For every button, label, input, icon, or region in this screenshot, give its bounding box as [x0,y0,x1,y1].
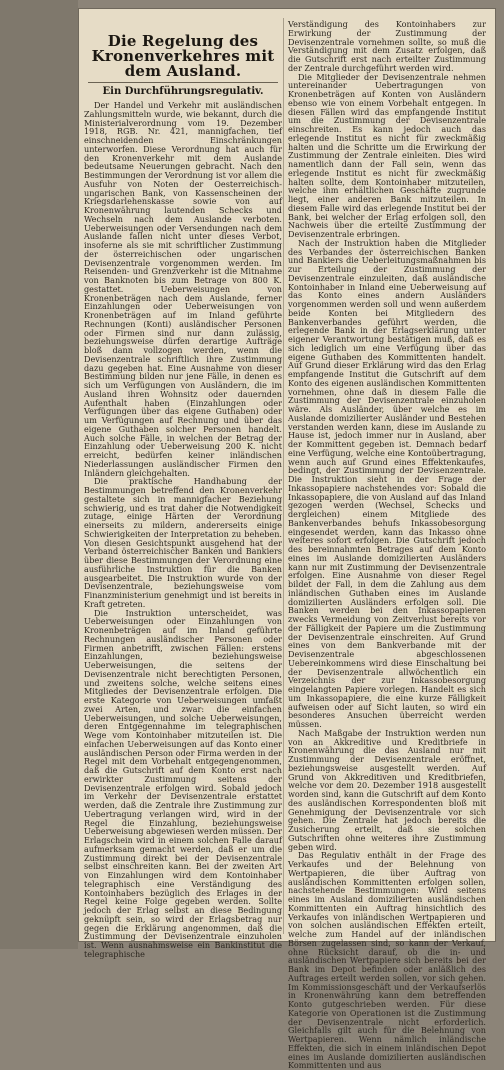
scan-background [0,0,78,949]
paragraph: Nach der Instruktion haben die Mitglieder des Verbandes der österreichischen Banken und Bankiers die Ueberleitungsmaßnahmen bis zur Erteilung der Zustimmung der Devisenzentrale einzuleiten, daß ausländische Kontoinhaber in Inland eine Ueberweisung auf das Konto eines andern Ausländers vorgenommen werden soll und wenn außerdem beide Konten bei Mitgliedern des Bankenverbandes geführt werden, die erlegende Bank in der Erlagserklärung unter eigener Verantwortung bestätigen muß, daß es sich lediglich um eine Verfügung über das eigene Guthaben des Kommittenten handelt. Auf Grund dieser Erklärung wird das den Erlag empfangende Institut die Gutschrift auf dem Konto des eigenen ausländischen Kommittenten vornehmen, ohne daß in diesem Falle die Zustimmung der Devisenzentrale einzuholen wäre. Als Ausländer, über welche es im Auslande domizilierter Ausländer und Bestehen verstanden werden kann, diese im Auslande zu Hause ist, jedoch immer nur in Ausland, aber der Kommittent gegeben ist. Demnach bedarf eine Verfügung, welche eine Kontoübertragung, wenn auch auf Grund eines Effektenkaufes, bedingt, der Zustimmung der Devisenzentrale. Die Instruktion sieht in der Frage der Inkassopapiere nachstehendes vor: Sobald die Inkassopapiere, die von Ausland auf das Inland gezogen werden (Wechsel, Schecks und dergleichen) einem Mitgliede des Bankenverbandes behufs Inkassobesorgung eingesendet werden, kann das Inkasso ohne weiteres sofort erfolgen. Die Gutschrift jedoch des bereinnahmten Betrages auf dem Konto eines im Auslande domizilierten Ausländers kann nur mit Zustimmung der Devisenzentrale erfolgen. Eine Ausnahme von dieser Regel bildet der Fall, in dem die Zahlung aus dem inländischen Guthaben eines im Auslande domizilierten Ausländers erfolgen soll. Die Banken werden bei den Inkassopapieren zwecks Vermeidung von Zeitverlust bereits vor der Fälligkeit der Papiere um die Zustimmung der Devisenzentrale einschreiten. Auf Grund eines von dem Bankverbande mit der Devisenzentrale abgeschlossenen Uebereinkommens wird diese Einschaltung bei der Devisenzentrale allwöchentlich ein Verzeichnis der zur Inkassobesorgung eingelangten Papiere vorlegen. Handelt es sich um Inkassopapiere, die eine kurze Fälligkeit aufweisen oder auf Sicht lauten, so wird ein besonderes Ansuchen überreicht werden müssen. [288,237,486,729]
paragraph: Die Mitglieder der Devisenzentrale nehmen untereinander Uebertragungen von Kronenbeträgen auf Konten von Ausländern ebenso wie von einem Vorbehalt entgegen. In diesen Fällen wird das empfangende Institut um die Zustimmung der Devisenzentrale einschreiten. Es kann jedoch auch das erlegende Institut es nicht für zweckmäßig halten und die Schritte um die Erwirkung der Zustimmung der Zentrale einleiten. Dies wird namentlich dann der Fall sein, wenn das erlegende Institut es nicht für zweckmäßig halten sollte, dem Kontoinhaber mitzuteilen, welche ihm erhältlichen Geschäfte zugrunde liegt, einer anderen Bank mitzuteilen. In diesem Falle wird das erlegende Institut bei der Bank, bei welcher der Erlag erfolgen soll, den Nachweis über die erteilte Zustimmung der Devisenzentrale erbringen. [288,71,486,239]
paragraph: Verständigung des Kontoinhabers zur Erwirkung der Zustimmung der Devisenzentrale vornehmen sollte, so muß die Verständigung mit dem Zusatz erfolgen, daß die Gutschrift erst nach erteilter Zustimmung der Zentrale durchgeführt werden wird. [288,19,486,73]
paragraph: Der Handel und Verkehr mit ausländischen Zahlungsmitteln wurde, wie bekannt, durch die Ministerialverordnung vom 19. Dezember 1918, RGB. Nr. 421, mannigfachen, tief einschneidenden Einschränkungen unterworfen. Diese Verordnung hat auch für den Kronenverkehr mit dem Auslande bedeutsame Neuerungen gebracht. Nach den Bestimmungen der Verordnung ist vor allem die Ausfuhr von Noten der Oesterreichisch-ungarischen Bank, von Kassenscheinen der Kriegsdarlehenskasse sowie von auf Kronenwährung lautenden Schecks und Wechseln nach dem Auslande verboten. Ueberweisungen oder Versendungen nach dem Auslande fallen nicht unter dieses Verbot, insoferne als sie mit schriftlicher Zustimmung der österreichischen oder ungarischen Devisenzentrale vorgenommen werden. Im Reisenden- und Grenzverkehr ist die Mitnahme von Banknoten bis zum Betrage von 800 K. gestattet. Ueberweisungen von Kronenbeträgen nach dem Auslande, ferner Einzahlungen oder Ueberweisungen von Kronenbeträgen auf im Inland geführte Rechnungen (Konti) ausländischer Personen oder Firmen sind nur dann zulässig, beziehungsweise dürfen derartige Aufträge bloß dann vollzogen werden, wenn die Devisenzentrale schriftlich ihre Zustimmung dazu gegeben hat. Eine Ausnahme von dieser Bestimmung bilden nur jene Fälle, in denen es sich um Verfügungen von Ausländern, die im Ausland ihren Wohnsitz oder dauernden Aufenthalt haben (Einzahlungen oder Verfügungen über das eigene Guthaben) oder um Verfügungen auf Rechnung und über das eigene Guthaben solcher Personen handelt. Auch solche Fälle, in welchen der Betrag der Einzahlung oder Ueberweisung 200 K. nicht erreicht, bedürfen keiner inländischen Niederlassungen ausländischer Firmen den Inländern gleichgehalten. [84,100,282,478]
paragraph: Die Instruktion unterscheidet, was Ueberweisungen oder Einzahlungen von Kronenbeträgen auf im Inland geführte Rechnungen ausländischer Personen oder Firmen anbetrifft, zwischen Fällen: erstens Einzahlungen, beziehungsweise Ueberweisungen, die seitens der Devisenzentrale nicht berechtigten Personen, und zweitens solche, welche seitens eines Mitgliedes der Devisenzentrale erfolgen. Die erste Kategorie von Ueberweisungen umfaßt zwei Arten, und zwar: die einfachen Ueberweisungen, und solche Ueberweisungen, deren Entgegennahme im telegraphischen Wege vom Kontoinhaber mitzuteilen ist. Die einfachen Ueberweisungen auf das Konto einer ausländischen Person oder Firma werden in der Regel mit dem Vorbehalt entgegengenommen, daß die Gutschrift auf dem Konto erst nach erwirkter Zustimmung seitens der Devisenzentrale erfolgen wird. Sobald jedoch im Verkehr der Devisenzentrale erstattet werden, daß die Zentrale ihre Zustimmung zur Uebertragung verlangen wird, wird in der Regel die Einzahlung, beziehungsweise Ueberweisung abgewiesen werden müssen. Der Erlagschein wird in einem solchen Falle darauf aufmerksam gemacht werden, daß er um die Zustimmung direkt bei der Devisenzentrale selbst einschreiten kann. Bei der zweiten Art von Einzahlungen wird dem Kontoinhaber telegraphisch eine Verständigung des Kontoinhabers bezüglich des Erlages in der Regel keine Folge gegeben werden. Sollte jedoch der Erlag selbst an diese Bedingung geknüpft sein, so wird der Erlagsbetrag nur gegen die Erklärung angenommen, daß die Zustimmung der Devisenzentrale einzuholen ist. Wenn ausnahmsweise ein Bankinstitut die telegraphische [84,607,282,959]
left-column [84,20,282,959]
column-divider [283,18,284,934]
paragraph: Die praktische Handhabung der Bestimmungen betreffend den Kronenverkehr gestaltete sich in mannigfacher Beziehung schwierig, und es trat daher die Notwendigkeit zutage, einige Härten der Verordnung einerseits zu mildern, andererseits einige Schwierigkeiten der Interpretation zu beheben. Von diesen Gesichtspunkt ausgehend hat der Verband österreichischer Banken und Bankiers über diese Bestimmungen der Verordnung eine ausführliche Instruktion für die Banken ausgearbeitet. Die Instruktion wurde von der Devisenzentrale, beziehungsweise vom Finanzministerium genehmigt und ist bereits in Kraft getreten. [84,476,282,609]
right-column [288,19,486,1070]
title-rule [88,82,278,83]
newspaper-clipping [78,8,496,1070]
article-title: Die Regelung des Kronenverkehres mit dem Ausland. [91,32,275,80]
paragraph: Das Regulativ enthält in der Frage des Verkaufes und der Belehnung von Wertpapieren, die über Auftrag von ausländischen Kommittenten erfolgen sollen, nachstehende Bestimmungen: Wird seitens eines im Ausland domizilierten ausländischen Kommittenten ein Auftrag hinsichtlich des Verkaufes von inländischen Wertpapieren und von solchen ausländischen Effekten erteilt, welche zum Handel auf der inländischen Börsen zugelassen sind, so kann der Verkauf, ohne Rücksicht darauf, ob die in- und ausländischen Wertpapiere sich bereits bei der Bank im Depot befinden oder anläßlich des Auftrages erteilt werden sollen, vor sich gehen. Im Kommissionsgeschäft und der Verkaufserlös in Kronenwährung kann dem betreffenden Konto gutgeschrieben werden. Für diese Kategorie von Operationen ist die Zustimmung der Devisenzentrale nicht erforderlich. Gleichfalls gilt auch für die Belehnung von Wertpapieren. Wenn nämlich inländische Effekten, die sich in einem inländischen Depot eines im Auslande domizilierten ausländischen Kommittenten und aus [288,850,486,1070]
paragraph: Nach Maßgabe der Instruktion werden nun von an Akkreditive und Kreditbriefe in Kronenwährung die das Ausland nur mit Zustimmung der Devisenzentrale eröffnet, beziehungsweise ausgestellt werden. Auf Grund von Akkreditiven und Kreditbriefen, welche vor dem 20. Dezember 1918 ausgestellt worden sind, kann die Gutschrift auf dem Konto des ausländischen Korrespondenten bloß mit Genehmigung der Devisenzentrale vor sich gehen. Die Zentrale hat jedoch bereits die Zusicherung erteilt, daß sie solchen Gutschriften ohne weiteres ihre Zustimmung geben wird. [288,727,486,852]
article-subtitle: Ein Durchführungsregulativ. [102,86,264,97]
